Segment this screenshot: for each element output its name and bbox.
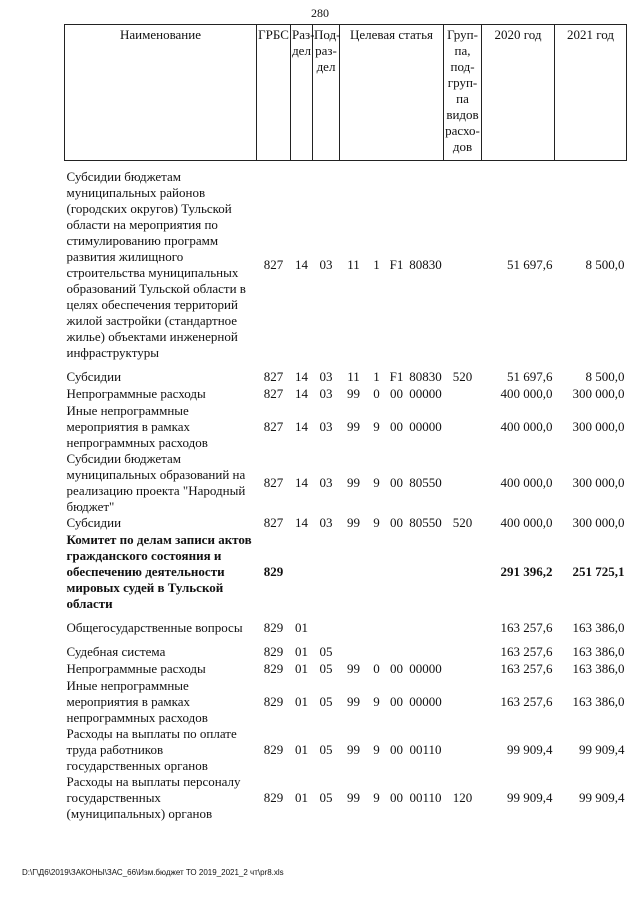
header-row [65,25,627,161]
cell-t3 [386,532,408,612]
cell-t3 [386,644,408,661]
cell-name: Непрограммные расходы [66,386,206,401]
cell-t4 [408,644,444,661]
cell-podrazdel: 05 [319,741,333,757]
cell-y2021: 8 500,0 [585,369,625,384]
cell-podrazdel [313,612,340,644]
cell-group [444,161,482,369]
cell-razdel: 14 [295,515,308,530]
cell-group [444,661,482,678]
cell-podrazdel: 03 [319,256,333,272]
cell-y2021: 163 386,0 [572,661,625,676]
file-path-footer: D:\Г\Д6\2019\ЗАКОНЫ\ЗАС_66\Изм.бюджет ТО 2019_2021_2 чт\pr8.xls [22,868,284,877]
cell-t4: 00000 [409,386,442,401]
cell-y2020: 99 909,4 [507,789,553,805]
cell-t4: 00110 [409,789,442,805]
cell-razdel: 01 [295,741,308,757]
cell-name: Иные непрограммные мероприятия в рамках непрограммных расходов [66,402,208,450]
header-name: Наименование [65,25,257,161]
table-row [65,774,627,822]
cell-grbs: 829 [263,693,284,709]
header-2020: 2020 год [482,25,555,161]
cell-t2 [368,532,386,612]
cell-t1: 99 [347,789,360,805]
cell-podrazdel: 03 [319,369,333,384]
cell-name: Расходы на выплаты по оплате труда работников государственных органов [66,725,237,773]
cell-t2: 9 [373,418,380,434]
cell-t1: 99 [347,741,360,757]
cell-y2020: 51 697,6 [507,369,553,384]
cell-name: Субсидии [66,369,122,384]
cell-t1: 99 [347,515,360,530]
cell-t4 [408,532,444,612]
header-podrazdel: Под-раз-дел [313,25,340,161]
cell-group [444,644,482,661]
cell-name: Комитет по делам записи актов гражданского состояния и обеспечению деятельности мировых судей в Тульской области [66,531,252,611]
cell-t1: 11 [347,256,360,272]
cell-t4: 80550 [409,474,442,490]
cell-grbs: 829 [263,661,284,676]
cell-t4: 00000 [409,418,442,434]
cell-grbs: 827 [263,256,284,272]
cell-t3: 00 [390,386,403,401]
cell-grbs: 827 [263,386,284,401]
cell-y2020: 163 257,6 [500,693,553,709]
cell-t4 [408,612,444,644]
table-row [65,644,627,661]
cell-t2: 9 [373,515,380,530]
cell-y2020: 400 000,0 [500,474,553,490]
table-row [65,532,627,612]
cell-t3: F1 [389,256,404,272]
cell-y2020: 163 257,6 [500,644,553,659]
table-row [65,451,627,515]
cell-t4: 80830 [409,256,442,272]
table-row [65,661,627,678]
cell-group [444,612,482,644]
budget-table [64,24,627,822]
cell-t1: 99 [347,474,360,490]
table-body [65,161,627,822]
cell-y2021: 300 000,0 [572,515,625,530]
cell-podrazdel: 03 [319,474,333,490]
table-row [65,726,627,774]
cell-razdel: 14 [295,369,308,384]
cell-t4: 00000 [409,693,442,709]
cell-y2020: 51 697,6 [507,256,553,272]
cell-y2020: 163 257,6 [500,661,553,676]
cell-y2021: 163 386,0 [572,644,625,659]
cell-podrazdel: 03 [319,515,333,530]
cell-name: Иные непрограммные мероприятия в рамках непрограммных расходов [66,677,208,725]
cell-t4: 80550 [409,515,442,530]
header-target: Целевая статья [340,25,444,161]
cell-t3: 00 [390,789,403,805]
cell-t1 [340,644,368,661]
cell-y2020: 400 000,0 [500,386,553,401]
cell-grbs: 827 [263,369,284,384]
cell-grbs: 829 [263,619,284,635]
cell-y2020: 400 000,0 [500,515,553,530]
cell-t2: 0 [373,661,380,676]
table-row [65,403,627,451]
cell-t2: 1 [373,369,380,384]
cell-t3 [386,612,408,644]
cell-grbs: 827 [263,474,284,490]
cell-t3: F1 [389,369,404,384]
cell-razdel: 14 [295,418,308,434]
cell-podrazdel: 03 [319,386,333,401]
cell-y2020: 400 000,0 [500,418,553,434]
cell-t3: 00 [390,741,403,757]
cell-t2 [368,644,386,661]
cell-y2020: 291 396,2 [500,563,553,579]
cell-razdel: 14 [295,256,308,272]
cell-name: Субсидии [66,515,122,530]
cell-grbs: 827 [263,515,284,530]
cell-y2021: 8 500,0 [585,256,625,272]
cell-razdel: 01 [295,619,308,635]
cell-t3: 00 [390,474,403,490]
cell-razdel: 01 [295,661,308,676]
cell-podrazdel [313,532,340,612]
cell-t3: 00 [390,418,403,434]
header-2021: 2021 год [555,25,627,161]
cell-group [444,532,482,612]
cell-razdel: 01 [295,693,308,709]
header-grbs: ГРБС [257,25,291,161]
cell-group: 120 [452,789,473,805]
cell-t2: 9 [373,741,380,757]
cell-grbs: 827 [263,418,284,434]
cell-t2: 1 [373,256,380,272]
cell-t1: 99 [347,693,360,709]
cell-y2021: 300 000,0 [572,418,625,434]
cell-t1: 99 [347,661,360,676]
cell-podrazdel: 03 [319,418,333,434]
cell-grbs: 829 [263,741,284,757]
cell-t3: 00 [390,515,403,530]
cell-name: Субсидии бюджетам муниципальных образований на реализацию проекта "Народный бюджет" [66,450,246,514]
cell-t4: 00000 [409,661,442,676]
cell-razdel [291,532,313,612]
cell-t2: 9 [373,789,380,805]
cell-podrazdel: 05 [319,661,333,676]
cell-t3: 00 [390,661,403,676]
cell-y2021: 251 725,1 [572,563,625,579]
cell-y2021: 99 909,4 [579,789,625,805]
cell-name: Субсидии бюджетам муниципальных районов (городских округов) Тульской области на мероприятия по стимулированию программ развития жилищного строительства муниципальных образований Тульской области в целях обеспечения территорий жилой застройки (стандартное жилье) объектами инженерной инфраструктуры [66,168,246,360]
cell-t1: 11 [347,369,360,384]
cell-podrazdel: 05 [319,644,333,659]
cell-group: 520 [452,369,473,384]
cell-group [444,451,482,515]
cell-t1: 99 [347,386,360,401]
cell-y2020: 163 257,6 [500,619,553,635]
page-number: 280 [311,6,329,20]
cell-y2021: 300 000,0 [572,474,625,490]
cell-name: Судебная система [66,644,166,659]
cell-t1 [340,612,368,644]
cell-y2021: 300 000,0 [572,386,625,401]
cell-t2: 9 [373,693,380,709]
cell-y2020: 99 909,4 [507,741,553,757]
cell-group [444,678,482,726]
table-row [65,515,627,532]
cell-grbs: 829 [263,563,284,579]
cell-t1 [340,532,368,612]
cell-t4: 80830 [409,369,442,384]
cell-y2021: 99 909,4 [579,741,625,757]
header-group: Груп-па, под-груп-па видов расхо-дов [444,25,482,161]
cell-group [444,403,482,451]
cell-t3: 00 [390,693,403,709]
cell-group [444,386,482,403]
cell-podrazdel: 05 [319,789,333,805]
table-row [65,369,627,386]
cell-razdel: 01 [295,789,308,805]
cell-razdel: 14 [295,474,308,490]
cell-t4: 00110 [409,741,442,757]
cell-name: Общегосударственные вопросы [66,619,243,635]
cell-group: 520 [452,515,473,530]
cell-name: Расходы на выплаты персоналу государственных (муниципальных) органов [66,773,241,821]
cell-name: Непрограммные расходы [66,661,206,676]
cell-t2: 9 [373,474,380,490]
cell-grbs: 829 [263,644,284,659]
cell-y2021: 163 386,0 [572,693,625,709]
cell-podrazdel: 05 [319,693,333,709]
cell-grbs: 829 [263,789,284,805]
header-razdel: Раз-дел [291,25,313,161]
cell-razdel: 14 [295,386,308,401]
table-row [65,386,627,403]
cell-t1: 99 [347,418,360,434]
cell-group [444,726,482,774]
cell-razdel: 01 [295,644,308,659]
cell-t2: 0 [373,386,380,401]
table-row [65,612,627,644]
cell-t2 [368,612,386,644]
table-row [65,161,627,369]
table-row [65,678,627,726]
cell-y2021: 163 386,0 [572,619,625,635]
